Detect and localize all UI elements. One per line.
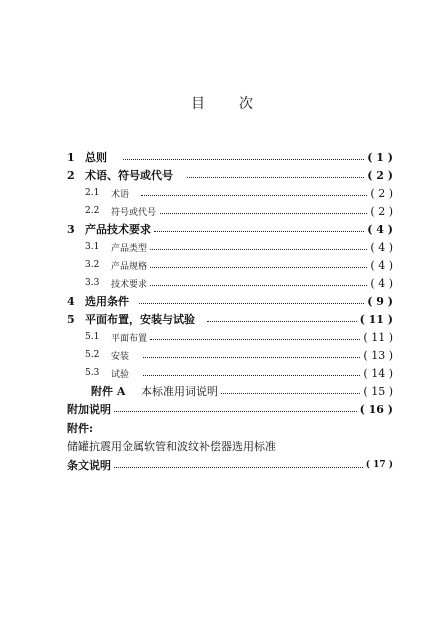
toc-entry[interactable] [67, 274, 393, 292]
toc-text: 附加说明 [67, 403, 111, 416]
toc-leader [141, 194, 367, 196]
toc-page: ( 4 ) [367, 222, 393, 236]
toc-entry[interactable] [67, 456, 393, 474]
toc-number: 2.1 [85, 188, 100, 198]
toc-text: 条文说明 [67, 459, 111, 472]
toc-page: ( 13 ) [363, 348, 393, 362]
toc-number: 4 [67, 294, 75, 308]
toc-number: 附件 A [91, 385, 126, 398]
toc-leader [221, 392, 360, 394]
toc-number: 5 [67, 312, 75, 326]
toc-leader [187, 176, 364, 178]
toc-entry[interactable] [67, 202, 393, 220]
toc-text: 平面布置，安装与试验 [85, 313, 195, 326]
toc-entry[interactable] [67, 184, 393, 202]
toc-leader [150, 266, 367, 268]
toc-leader [150, 284, 367, 286]
toc-number: 5.3 [85, 368, 100, 378]
toc-page: ( 11 ) [363, 330, 393, 344]
toc-text: 平面布置 [111, 333, 148, 344]
toc-page: ( 2 ) [370, 204, 393, 218]
toc-leader [207, 320, 357, 322]
toc-text: 本标准用词说明 [141, 385, 218, 398]
toc-entry[interactable] [67, 382, 393, 400]
toc-page: ( 4 ) [370, 276, 393, 290]
toc-page: ( 2 ) [370, 186, 393, 200]
toc-number: 1 [67, 150, 75, 164]
toc-number: 5.2 [85, 350, 100, 360]
toc-number: 3.3 [85, 278, 100, 288]
toc-text: 术语、符号或代号 [85, 169, 173, 182]
toc-text: 安装 [111, 351, 130, 362]
toc-text: 产品类型 [111, 243, 148, 254]
toc-leader [114, 466, 363, 468]
toc-leader [114, 410, 357, 412]
toc-leader [123, 158, 364, 160]
toc-entry[interactable] [67, 310, 393, 328]
toc-page: ( 1 ) [367, 150, 393, 164]
toc-entry[interactable] [67, 400, 393, 418]
toc-number: 3.2 [85, 260, 100, 270]
toc-page: ( 4 ) [370, 258, 393, 272]
toc-number: 2.2 [85, 206, 100, 216]
attachment-title[interactable]: 储罐抗震用金属软管和波纹补偿器选用标准 [67, 440, 276, 453]
toc-page: ( 17 ) [365, 460, 393, 470]
toc-text: 符号或代号 [111, 207, 157, 218]
title-char-2: 次 [239, 96, 253, 112]
toc-entry[interactable] [67, 364, 393, 382]
toc-entry[interactable] [67, 256, 393, 274]
toc-leader [154, 230, 364, 232]
toc-leader [143, 374, 360, 376]
toc-number: 2 [67, 168, 75, 182]
toc-page: ( 14 ) [363, 366, 393, 380]
toc-entry[interactable] [67, 148, 393, 166]
toc-text: 总则 [85, 151, 107, 164]
toc-entry[interactable] [67, 328, 393, 346]
toc-entry[interactable] [67, 346, 393, 364]
toc-leader [139, 302, 364, 304]
toc-page: ( 4 ) [370, 240, 393, 254]
toc-text: 选用条件 [85, 295, 129, 308]
toc-leader [160, 212, 367, 214]
toc-entry[interactable] [67, 292, 393, 310]
toc-text: 术语 [111, 189, 130, 200]
toc-number: 3 [67, 222, 75, 236]
toc-leader [143, 356, 360, 358]
toc-leader [150, 248, 367, 250]
toc-number: 5.1 [85, 332, 100, 342]
toc-text: 试验 [111, 369, 130, 380]
toc-text: 产品规格 [111, 261, 148, 272]
toc-page: ( 16 ) [359, 402, 393, 416]
toc-page: ( 15 ) [363, 384, 393, 398]
page-title [0, 93, 444, 113]
toc-page: ( 11 ) [359, 312, 393, 326]
toc-page: ( 9 ) [367, 294, 393, 308]
toc-page: ( 2 ) [367, 168, 393, 182]
toc-number: 3.1 [85, 242, 100, 252]
title-char-1: 目 [191, 96, 205, 112]
toc-text: 产品技术要求 [85, 223, 151, 236]
toc-entry[interactable] [67, 238, 393, 256]
toc-entry[interactable] [67, 166, 393, 184]
attachment-label: 附件: [67, 422, 94, 435]
toc-leader [150, 338, 360, 340]
toc-entry[interactable] [67, 220, 393, 238]
toc-text: 技术要求 [111, 279, 148, 290]
